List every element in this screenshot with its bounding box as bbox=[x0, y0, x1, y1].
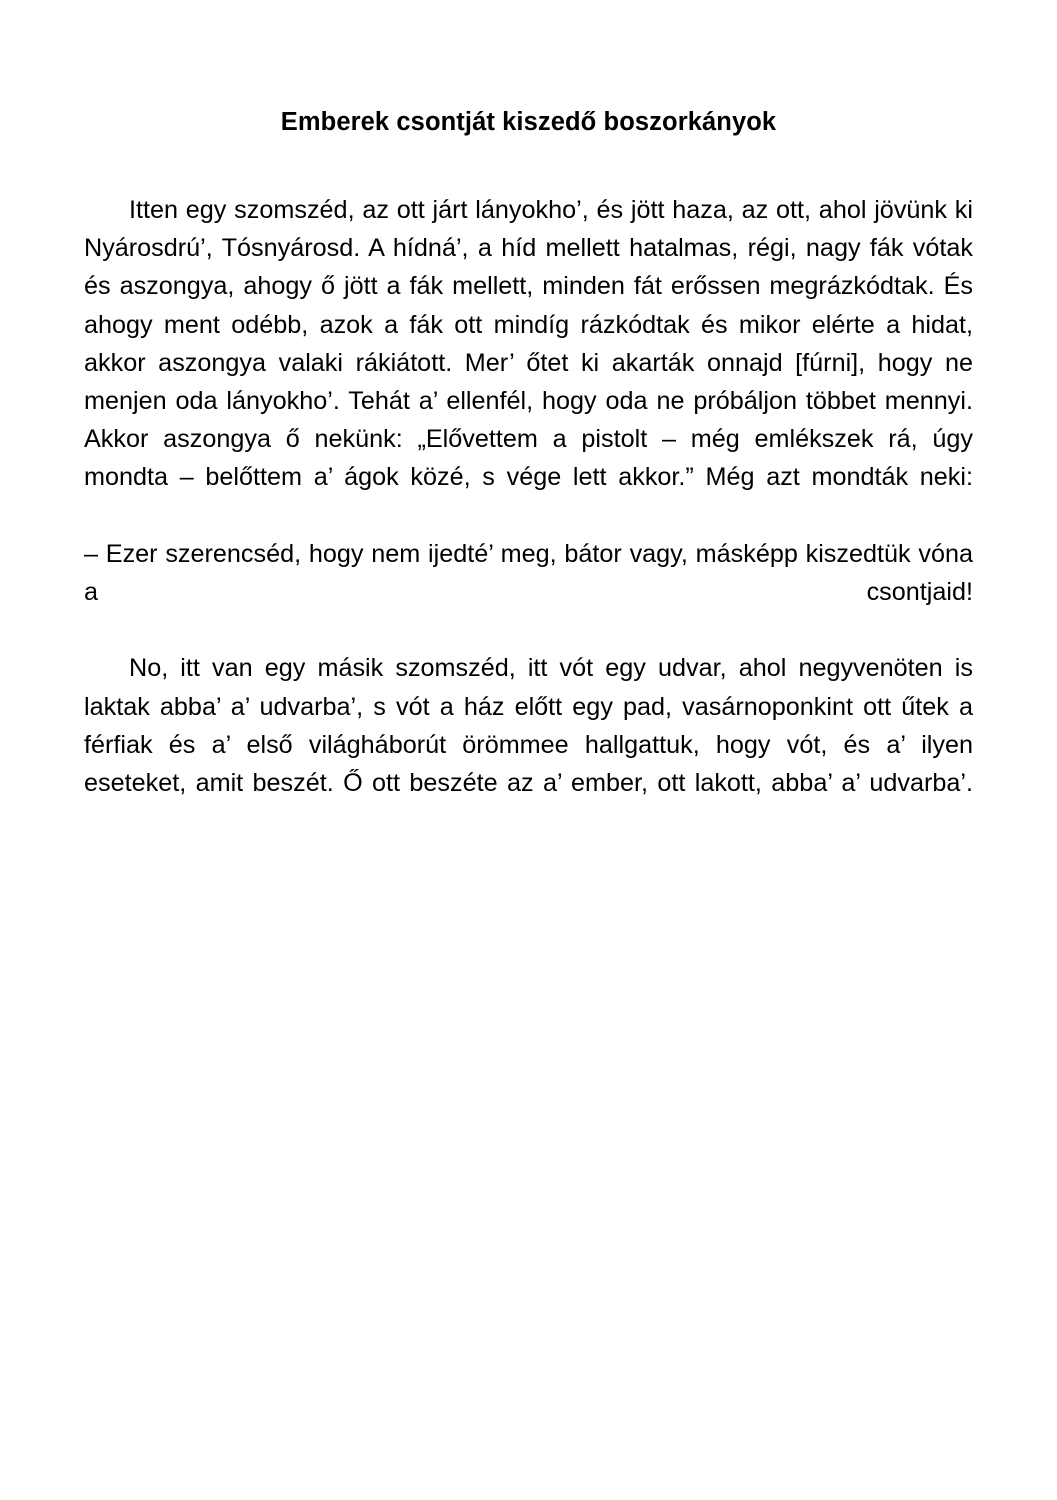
document-body bbox=[84, 191, 973, 840]
paragraph-1: Itten egy szomszéd, az ott járt lányokho’, és jött haza, az ott, ahol jövünk ki Nyárosdrú’, Tósnyárosd. A hídná’, a híd mellett hatalmas, régi, nagy fák vótak és aszongya, ahogy ő jött a fák mellett, minden fát erőssen megrázkódtak. És ahogy ment odébb, azok a fák ott mindíg rázkódtak és mikor elérte a hidat, akkor aszongya valaki rákiátott. Mer’ őtet ki akarták onnajd [fúrni], hogy ne menjen oda lányokho’. Tehát a’ ellenfél, hogy oda ne próbáljon többet mennyi. Akkor aszongya ő nekünk: „Elővettem a pistolt – még emlékszek rá, úgy mondta – belőttem a’ ágok közé, s vége lett akkor.” Még azt mondták neki: bbox=[84, 196, 973, 492]
paragraph-2: – Ezer szerencséd, hogy nem ijedté’ meg, bátor vagy, másképp kiszedtük vóna a csontjaid! bbox=[84, 539, 973, 607]
page-title: Emberek csontját kiszedő boszorkányok bbox=[280, 108, 777, 137]
paragraph-3: No, itt van egy másik szomszéd, itt vót egy udvar, ahol negyvenöten is laktak abba’ a’ udvarba’, s vót a ház előtt egy pad, vasárnoponkint ott űtek a férfiak és a’ első világháborút örömmee hallgattuk, hogy vót, és a’ ilyen eseteket, amit beszét. Ő ott beszéte az a’ ember, ott lakott, abba’ a’ udvarba’. bbox=[84, 654, 973, 798]
